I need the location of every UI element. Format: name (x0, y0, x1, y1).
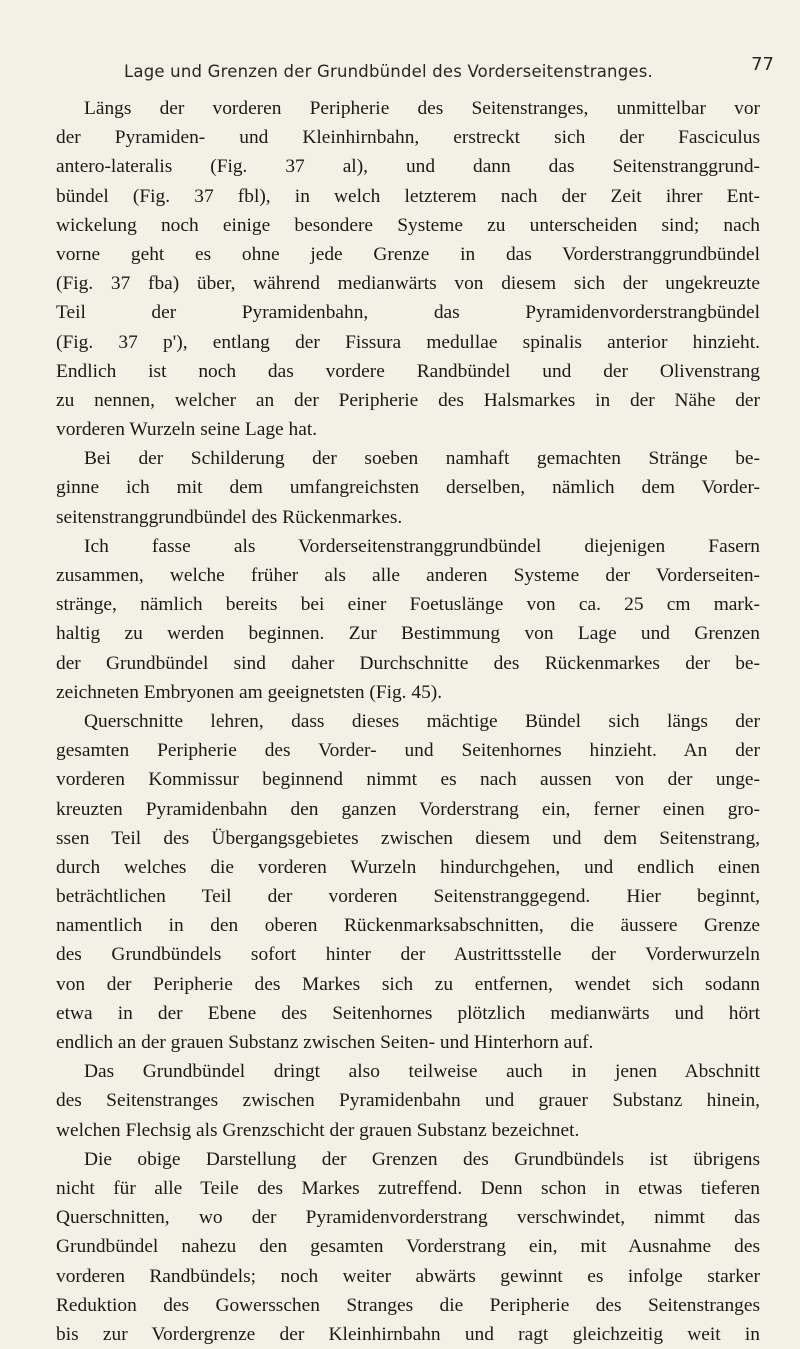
page-header (44, 50, 774, 86)
text-line: Längs der vorderen Peripherie des Seitenstranges, unmittelbar vor (84, 98, 760, 119)
text-line: wickelung noch einige besondere Systeme zu unterscheiden sind; nach (56, 214, 760, 236)
text-line: namentlich in den oberen Rückenmarksabschnitten, die äussere Grenze (56, 915, 760, 937)
text-line: endlich an der grauen Substanz zwischen Seiten- und Hinterhorn auf. (56, 1032, 594, 1053)
text-line: des Seitenstranges zwischen Pyramidenbahn und grauer Substanz hinein, (56, 1090, 760, 1112)
body-text (56, 94, 760, 1349)
text-line: Reduktion des Gowersschen Stranges die Peripherie des Seitenstranges (56, 1294, 760, 1316)
text-line: beträchtlichen Teil der vorderen Seitenstranggegend. Hier beginnt, (56, 886, 760, 908)
text-line: gesamten Peripherie des Vorder- und Seitenhornes hinzieht. An der (56, 740, 760, 762)
text-line: etwa in der Ebene des Seitenhornes plötzlich medianwärts und hört (56, 1002, 760, 1024)
page-number: 77 (751, 54, 774, 75)
text-line: ssen Teil des Übergangsgebietes zwischen diesem und dem Seitenstrang, (56, 827, 760, 849)
text-line: des Grundbündels sofort hinter der Austrittsstelle der Vorderwurzeln (56, 944, 760, 966)
text-line: vorderen Kommissur beginnend nimmt es nach aussen von der unge- (56, 769, 760, 791)
text-line: antero-lateralis (Fig. 37 al), und dann das Seitenstranggrund- (56, 156, 760, 178)
text-line: kreuzten Pyramidenbahn den ganzen Vorderstrang ein, ferner einen gro- (56, 798, 760, 820)
text-line: seitenstranggrundbündel des Rückenmarkes. (56, 506, 403, 528)
text-line: der Grundbündel sind daher Durchschnitte des Rückenmarkes der be- (56, 652, 760, 674)
text-line: Grundbündel nahezu den gesamten Vorderstrang ein, mit Ausnahme des (56, 1236, 760, 1258)
text-line: Bei der Schilderung der soeben namhaft gemachten Stränge be- (84, 448, 760, 470)
text-line: stränge, nämlich bereits bei einer Foetuslänge von ca. 25 cm mark- (56, 594, 760, 616)
text-line: vorderen Wurzeln seine Lage hat. (56, 419, 318, 441)
text-line: vorderen Randbündels; noch weiter abwärts gewinnt es infolge starker (56, 1265, 760, 1287)
text-line: zeichneten Embryonen am geeignetsten (Fig. 45). (56, 681, 443, 703)
text-line: Das Grundbündel dringt also teilweise auch in jenen Abschnitt (84, 1061, 760, 1083)
text-line: nicht für alle Teile des Markes zutreffend. Denn schon in etwas tieferen (56, 1177, 760, 1199)
text-line: von der Peripherie des Markes sich zu entfernen, wendet sich sodann (56, 973, 760, 995)
text-line: zusammen, welche früher als alle anderen Systeme der Vorderseiten- (56, 565, 760, 586)
running-title: Lage und Grenzen der Grundbündel des Vorderseitenstranges. (124, 62, 653, 81)
text-line: der Pyramiden- und Kleinhirnbahn, erstreckt sich der Fasciculus (56, 127, 760, 149)
text-line: vorne geht es ohne jede Grenze in das Vorderstranggrundbündel (56, 243, 760, 265)
text-line: (Fig. 37 p'), entlang der Fissura medullae spinalis anterior hinzieht. (56, 331, 760, 353)
text-line: ginne ich mit dem umfangreichsten derselben, nämlich dem Vorder- (56, 477, 760, 499)
text-line: zu nennen, welcher an der Peripherie des Halsmarkes in der Nähe der (56, 389, 760, 411)
text-line: Endlich ist noch das vordere Randbündel und der Olivenstrang (56, 360, 760, 382)
text-line: durch welches die vorderen Wurzeln hindurchgehen, und endlich einen (56, 856, 760, 878)
text-line: haltig zu werden beginnen. Zur Bestimmung von Lage und Grenzen (56, 623, 760, 645)
text-line: welchen Flechsig als Grenzschicht der grauen Substanz bezeichnet. (56, 1119, 580, 1141)
text-line: Querschnitte lehren, dass dieses mächtige Bündel sich längs der (84, 710, 760, 732)
text-line: Ich fasse als Vorderseitenstranggrundbündel diejenigen Fasern (84, 535, 760, 557)
text-line: (Fig. 37 fba) über, während medianwärts von diesem sich der ungekreuzte (56, 273, 760, 295)
text-line: Teil der Pyramidenbahn, das Pyramidenvorderstrangbündel (56, 302, 760, 324)
text-line: Querschnitten, wo der Pyramidenvorderstrang verschwindet, nimmt das (56, 1207, 760, 1229)
text-line: bis zur Vordergrenze der Kleinhirnbahn und ragt gleichzeitig weit in (56, 1323, 760, 1345)
text-line: bündel (Fig. 37 fbl), in welch letzterem nach der Zeit ihrer Ent- (56, 185, 760, 207)
text-line: Die obige Darstellung der Grenzen des Grundbündels ist übrigens (84, 1148, 760, 1170)
